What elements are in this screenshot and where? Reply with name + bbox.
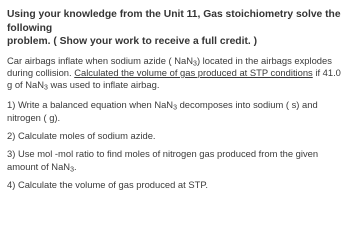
question-1 xyxy=(7,99,341,124)
problem-text-3: if 41.0 g of NaN xyxy=(7,66,341,91)
problem-text-1: Car airbags inflate when sodium azide ( NaN xyxy=(7,54,194,66)
problem-subscript-2: 3 xyxy=(44,84,48,92)
heading-line-2: problem. ( Show your work to receive a full credit. ) xyxy=(7,36,258,47)
question-3-end: . xyxy=(73,160,77,172)
question-2: 2) Calculate moles of sodium azide. xyxy=(7,129,156,141)
problem-underlined-text: Calculated the volume of gas produced at STP conditions xyxy=(74,66,313,78)
question-3-subscript: 3 xyxy=(70,166,74,174)
question-3 xyxy=(7,148,341,173)
heading-line-1: Using your knowledge from the Unit 11, Gas stoichiometry solve the following xyxy=(7,9,341,34)
question-1-rest: decomposes into sodium ( s) and nitrogen ( g). xyxy=(7,99,318,123)
instructions-heading xyxy=(7,8,341,49)
question-1-text: 1) Write a balanced equation when NaN xyxy=(7,99,174,111)
problem-text-4: was used to inflate airbag. xyxy=(47,79,160,91)
problem-statement xyxy=(7,55,341,92)
question-4: 4) Calculate the volume of gas produced at STP. xyxy=(7,178,208,190)
question-1-subscript: 3 xyxy=(173,104,177,112)
question-3-text: 3) Use mol -mol ratio to find moles of nitrogen gas produced from the given amount of NaN xyxy=(7,148,319,172)
problem-text-2: ) located in the airbags explodes during collision. xyxy=(7,54,332,78)
problem-subscript-1: 3 xyxy=(193,60,197,67)
